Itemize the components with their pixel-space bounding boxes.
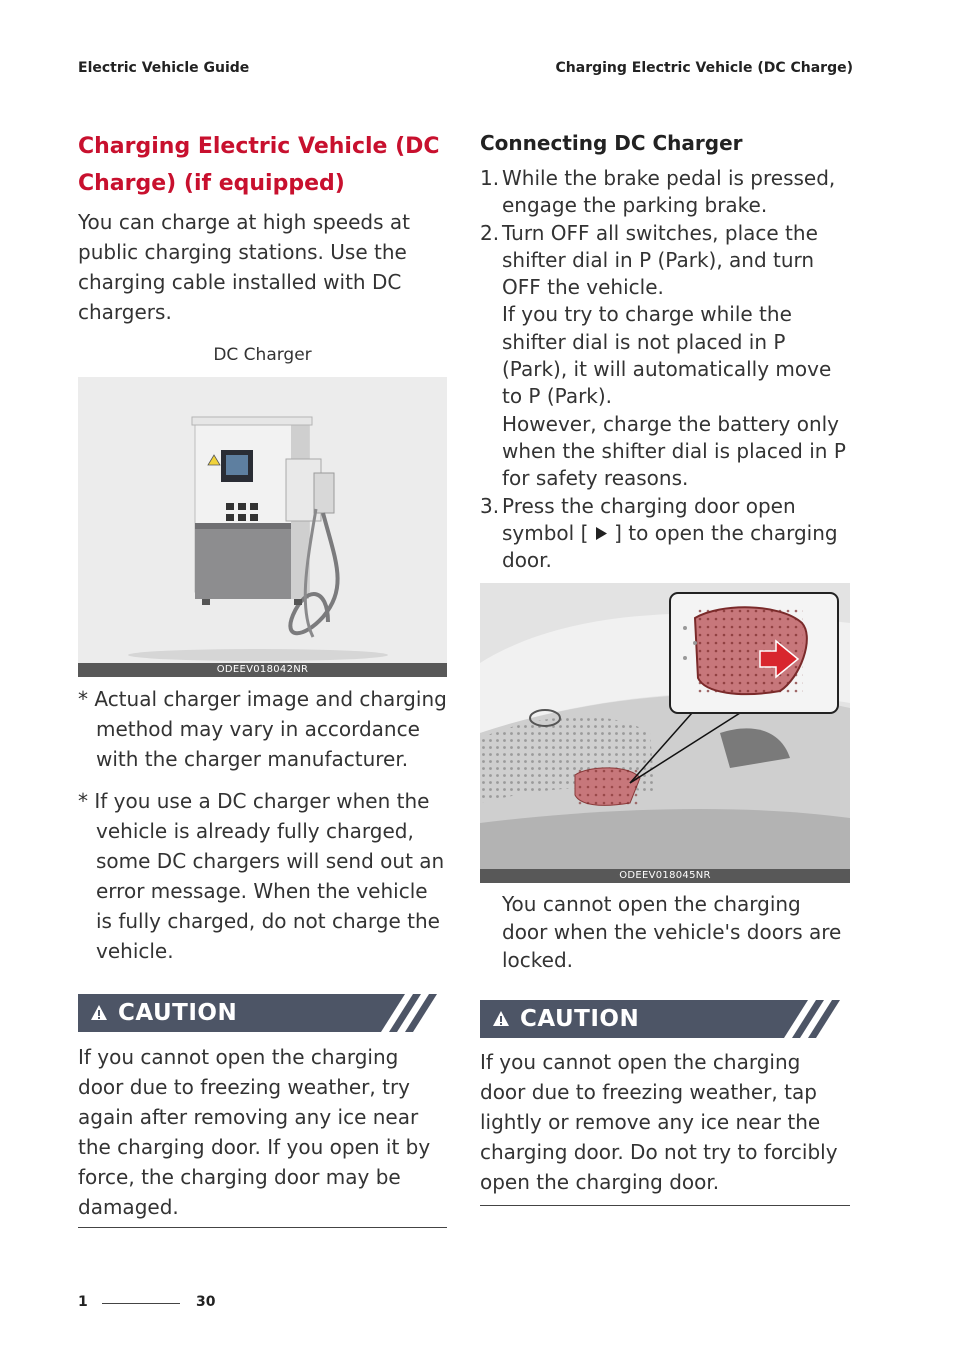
figure-note	[502, 890, 862, 974]
caution-stripes	[377, 994, 447, 1032]
caution-line: force, the charging door may be	[78, 1165, 401, 1189]
step-line: for safety reasons.	[502, 466, 689, 491]
section-title	[78, 128, 448, 202]
charging-door-illustration	[480, 583, 850, 869]
step-line: Press the charging door open	[502, 493, 796, 518]
step-line-text: symbol [	[502, 520, 595, 545]
footnote-text: some DC chargers will send out an	[96, 849, 445, 873]
figure-note-line: locked.	[502, 948, 574, 972]
footnote-line	[78, 786, 450, 966]
caution-text	[480, 1047, 860, 1197]
warning-triangle-icon	[90, 1004, 108, 1021]
intro-line: charging cable installed with DC	[78, 270, 402, 294]
footnote-text: method may vary in accordance	[96, 717, 420, 741]
step-line-text: ] to open the charging	[607, 520, 838, 545]
step-line: While the brake pedal is pressed,	[502, 166, 836, 190]
figure-code: ODEEV018045NR	[480, 869, 850, 883]
caution-text	[78, 1042, 450, 1222]
section-divider	[78, 1227, 447, 1228]
caution-banner	[480, 1000, 850, 1038]
figure-note-line: door when the vehicle's doors are	[502, 920, 842, 944]
caution-stripes	[780, 1000, 850, 1038]
intro-paragraph	[78, 207, 448, 327]
dc-charger-illustration	[78, 377, 447, 663]
steps-list	[480, 165, 860, 574]
section-divider	[480, 1205, 850, 1206]
intro-line: You can charge at high speeds at	[78, 210, 410, 234]
step-line	[502, 520, 860, 547]
footnote-text: * If you use a DC charger when the	[78, 789, 430, 813]
caution-label: CAUTION	[520, 1006, 640, 1032]
caution-line: door due to freezing weather, try	[78, 1075, 411, 1099]
step-item	[480, 165, 860, 220]
caution-line: If you cannot open the charging	[78, 1045, 399, 1069]
caution-line: lightly or remove any ice near the	[480, 1110, 821, 1134]
figure-label: DC Charger	[213, 345, 312, 365]
step-line: Turn OFF all switches, place the	[502, 220, 818, 245]
caution-line: charging door. Do not try to forcibly	[480, 1140, 838, 1164]
footnote-text: vehicle.	[96, 939, 174, 963]
footnote-text: * Actual charger image and charging	[78, 687, 447, 711]
caution-line: door due to freezing weather, tap	[480, 1080, 817, 1104]
figure-note-line: You cannot open the charging	[502, 892, 801, 916]
footnote-line	[78, 684, 450, 774]
running-header-right: Charging Electric Vehicle (DC Charge)	[555, 60, 853, 76]
step-line: If you try to charge while the	[502, 302, 792, 327]
caution-line: damaged.	[78, 1195, 179, 1219]
caution-line: again after removing any ice near	[78, 1105, 419, 1129]
intro-line: chargers.	[78, 300, 172, 324]
step-line: when the shifter dial is placed in P	[502, 438, 846, 463]
page-number: 30	[196, 1294, 216, 1310]
step-number: 3.	[480, 493, 500, 518]
step-line: shifter dial in P (Park), and turn	[502, 247, 815, 272]
warning-triangle-icon	[492, 1010, 510, 1027]
chapter-number: 1	[78, 1294, 88, 1310]
step-line: (Park), it will automatically move	[502, 357, 832, 382]
footnote-2	[78, 786, 450, 966]
section-title-line: Charge) (if equipped)	[78, 171, 345, 196]
step-line: However, charge the battery only	[502, 411, 840, 436]
running-header-left: Electric Vehicle Guide	[78, 60, 250, 76]
caution-line: the charging door. If you open it by	[78, 1135, 431, 1159]
step-number: 2.	[480, 220, 500, 245]
footnote-text: vehicle is already fully charged,	[96, 819, 414, 843]
caution-label: CAUTION	[118, 1000, 238, 1026]
caution-line: open the charging door.	[480, 1170, 720, 1194]
charging-door-figure	[480, 583, 850, 883]
subsection-heading: Connecting DC Charger	[480, 131, 743, 155]
step-item	[480, 220, 860, 493]
play-triangle-icon	[595, 526, 608, 541]
footnote-text: is fully charged, do not charge the	[96, 909, 440, 933]
caution-line: If you cannot open the charging	[480, 1050, 801, 1074]
step-line: engage the parking brake.	[502, 193, 768, 218]
step-line: door.	[502, 548, 552, 573]
step-line: OFF the vehicle.	[502, 275, 664, 300]
footnote-text: with the charger manufacturer.	[96, 747, 409, 771]
dc-charger-figure	[78, 377, 447, 677]
caution-banner	[78, 994, 447, 1032]
figure-code: ODEEV018042NR	[78, 663, 447, 677]
footnote-1	[78, 684, 450, 774]
section-title-line: Charging Electric Vehicle (DC	[78, 134, 440, 159]
footer-rule	[102, 1303, 180, 1304]
step-line: to P (Park).	[502, 384, 613, 409]
footnote-text: error message. When the vehicle	[96, 879, 428, 903]
step-line: shifter dial is not placed in P	[502, 329, 786, 354]
step-item	[480, 493, 860, 575]
intro-line: public charging stations. Use the	[78, 240, 407, 264]
step-number: 1.	[480, 166, 500, 190]
